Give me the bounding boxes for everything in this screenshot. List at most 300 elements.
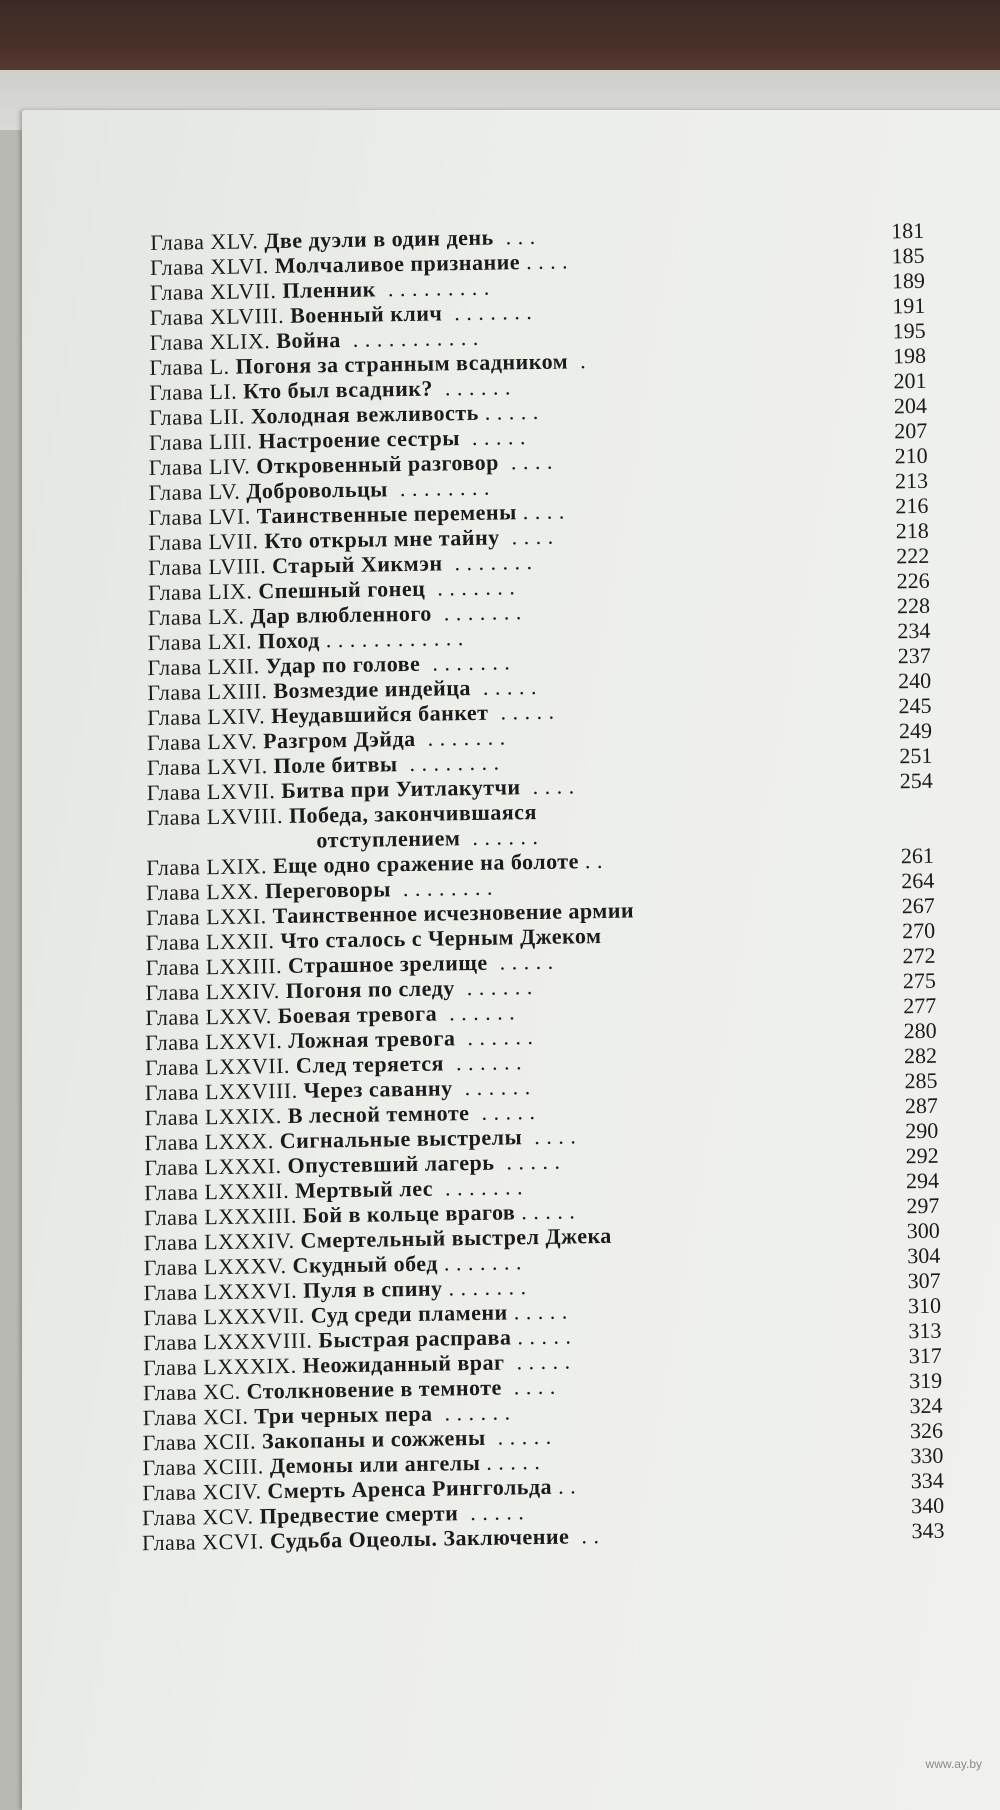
- chapter-title: Пленник: [282, 276, 376, 302]
- chapter-title: Что сталось с Черным Джеком: [280, 923, 602, 953]
- page-number: 319: [909, 1368, 942, 1394]
- leader-dots: . . . . .: [460, 424, 526, 450]
- chapter-title: Кто был всадник?: [243, 376, 433, 404]
- page-number: 251: [899, 743, 932, 769]
- chapter-word: Глава: [149, 379, 204, 405]
- chapter-number: LXIV: [207, 703, 259, 729]
- chapter-number: LXXIII: [206, 953, 277, 979]
- chapter-word: Глава: [148, 604, 203, 630]
- page-number: 261: [901, 843, 934, 869]
- chapter-number: LII: [209, 404, 239, 429]
- chapter-number: LXVI: [207, 753, 262, 779]
- chapter-number: LV: [209, 479, 235, 504]
- page-number: 228: [897, 593, 930, 619]
- leader-dots: . . . . .: [494, 1149, 560, 1175]
- toc-entry-label: Глава LII. Холодная вежливость . . . . .: [149, 399, 539, 430]
- toc-entry-label: Глава LXXXVI. Пуля в спину . . . . . . .: [143, 1274, 526, 1305]
- chapter-title: Откровенный разговор: [256, 450, 499, 479]
- chapter-word: Глава: [145, 979, 200, 1005]
- page-number: 218: [896, 518, 929, 544]
- chapter-title: Война: [276, 327, 341, 353]
- chapter-title: Молчаливое признание: [275, 249, 521, 278]
- chapter-title: отступлением: [316, 825, 460, 852]
- chapter-word: Глава: [143, 1279, 198, 1305]
- chapter-number: XLVI: [210, 253, 263, 279]
- chapter-word: Глава: [147, 729, 202, 755]
- chapter-title: Предвестие смерти: [259, 1500, 458, 1528]
- leader-dots: . . . . . . .: [415, 724, 505, 750]
- page-number: 275: [903, 968, 936, 994]
- chapter-number: XLIX: [210, 328, 265, 354]
- chapter-number: LXXII: [206, 928, 269, 954]
- toc-entry-label: Глава XCIII. Демоны или ангелы . . . . .: [142, 1449, 540, 1480]
- leader-dots: . . . . . .: [433, 374, 511, 400]
- chapter-title: Неожиданный враг: [302, 1350, 504, 1378]
- chapter-number: LXXXV: [204, 1253, 281, 1279]
- leader-dots: . . . . .: [504, 1349, 570, 1375]
- leader-dots: . . . . .: [480, 1449, 540, 1475]
- chapter-title: Опустевший лагерь: [287, 1150, 494, 1178]
- toc-entry-label: Глава LXX. Переговоры . . . . . . . .: [146, 875, 493, 905]
- chapter-word: Глава: [142, 1454, 197, 1480]
- chapter-number: XLVIII: [210, 303, 279, 329]
- chapter-title: Демоны или ангелы: [270, 1450, 481, 1478]
- chapter-word: Глава: [145, 954, 200, 980]
- leader-dots: . .: [579, 848, 603, 873]
- leader-dots: . . . . . . . . .: [376, 275, 490, 302]
- toc-entry-label: Глава LXV. Разгром Дэйда . . . . . . .: [147, 724, 506, 755]
- toc-entry-label: Глава LVI. Таинственные перемены . . . .: [148, 499, 565, 531]
- toc-entry-label: Глава XLV. Две дуэли в один день . . .: [150, 224, 536, 255]
- page-number: 340: [911, 1493, 944, 1519]
- chapter-word: Глава: [147, 704, 202, 730]
- chapter-number: LXXXI: [204, 1153, 275, 1179]
- leader-dots: . . . . . . .: [420, 649, 510, 675]
- chapter-word: Глава: [145, 1079, 200, 1105]
- toc-entry-label: Глава LXXXIX. Неожиданный враг . . . . .: [143, 1349, 571, 1381]
- chapter-title: Спешный гонец: [258, 576, 425, 604]
- chapter-number: LXIII: [207, 678, 261, 704]
- chapter-number: XCIII: [202, 1453, 257, 1479]
- chapter-word: Глава: [145, 1029, 200, 1055]
- page-number: 185: [891, 243, 924, 269]
- page-number: 240: [898, 668, 931, 694]
- chapter-title: Боевая тревога: [278, 1001, 438, 1029]
- page-number: 181: [891, 218, 924, 244]
- chapter-number: LXXVI: [205, 1028, 276, 1054]
- chapter-title: Битва при Уитлакутчи: [281, 774, 521, 803]
- chapter-word: Глава: [146, 904, 201, 930]
- chapter-title: Страшное зрелище: [288, 950, 488, 978]
- page-number: 343: [911, 1518, 944, 1544]
- toc-entry-label: Глава LVII. Кто открыл мне тайну . . . .: [148, 524, 554, 555]
- toc-entry-label: Глава LXXXI. Опустевший лагерь . . . . .: [144, 1149, 560, 1181]
- leader-dots: . . . . . .: [444, 1049, 522, 1075]
- chapter-number: XCVI: [202, 1528, 258, 1554]
- toc-entry-label: Глава LXVIII. Победа, закончившаяся: [146, 799, 537, 830]
- chapter-title: Закопаны и сожжены: [262, 1425, 486, 1454]
- leader-dots: . . . .: [520, 773, 574, 799]
- toc-entry-label: Глава LIX. Спешный гонец . . . . . . .: [148, 574, 516, 605]
- chapter-word: Глава: [147, 629, 202, 655]
- chapter-word: Глава: [143, 1304, 198, 1330]
- leader-dots: . . . . . .: [452, 1074, 530, 1100]
- chapter-word: Глава: [142, 1429, 197, 1455]
- leader-dots: . . . . . . .: [425, 574, 515, 600]
- chapter-number: XCI: [203, 1404, 243, 1430]
- page-number: 326: [910, 1418, 943, 1444]
- chapter-word: Глава: [150, 279, 205, 305]
- toc-entry-label: Глава LXXIV. Погоня по следу . . . . . .: [145, 974, 533, 1005]
- toc-entry-label: Глава LXXXVII. Суд среди пламени . . . . .: [143, 1299, 568, 1331]
- chapter-title: Настроение сестры: [258, 425, 460, 453]
- chapter-number: LXXXIV: [204, 1228, 289, 1254]
- watermark: www.ay.by: [926, 1757, 982, 1771]
- toc-entry-label: Глава XCI. Три черных пера . . . . . .: [143, 1399, 511, 1430]
- page-number: 300: [907, 1218, 940, 1244]
- chapter-word: Глава: [149, 329, 204, 355]
- chapter-word: Глава: [146, 929, 201, 955]
- chapter-word: Глава: [144, 1104, 199, 1130]
- chapter-number: LXXVIII: [205, 1078, 292, 1104]
- chapter-title: Суд среди пламени: [311, 1300, 508, 1328]
- chapter-word: Глава: [148, 504, 203, 530]
- toc-entry-label: Глава LXXI. Таинственное исчезновение армии: [146, 897, 635, 930]
- chapter-title: Погоня по следу: [286, 975, 455, 1003]
- chapter-number: LXXI: [206, 903, 261, 929]
- chapter-title: Пуля в спину: [303, 1276, 443, 1303]
- toc-entry-label: Глава LXIV. Неудавшийся банкет . . . . .: [147, 699, 555, 730]
- chapter-number: LXXIX: [205, 1103, 276, 1129]
- chapter-title: Поход: [258, 627, 320, 653]
- page-number: 207: [894, 418, 927, 444]
- chapter-word: Глава: [150, 229, 205, 255]
- chapter-title: Две дуэли в один день: [264, 225, 494, 254]
- chapter-number: XLV: [210, 228, 252, 254]
- page-number: 216: [895, 493, 928, 519]
- page-number: 285: [904, 1068, 937, 1094]
- chapter-number: LXI: [208, 629, 247, 655]
- leader-dots: . . . .: [502, 1374, 556, 1400]
- toc-entry-label: Глава LXI. Поход . . . . . . . . . . . .: [147, 625, 463, 655]
- chapter-number: L: [209, 354, 223, 379]
- chapter-title: Таинственные перемены: [257, 499, 517, 528]
- toc-entry-label: Глава XCII. Закопаны и сожжены . . . . .: [142, 1424, 551, 1455]
- leader-dots: . . . . . . . .: [388, 475, 490, 502]
- chapter-word: Глава: [147, 654, 202, 680]
- table-of-contents: [150, 218, 951, 1555]
- chapter-title: Удар по голове: [265, 651, 420, 678]
- chapter-title: Старый Хикмэн: [272, 550, 443, 578]
- chapter-word: Глава: [142, 1504, 197, 1530]
- chapter-word: Глава: [144, 1229, 199, 1255]
- chapter-title: Столкновение в темноте: [246, 1375, 502, 1404]
- chapter-number: LXII: [207, 653, 253, 679]
- chapter-word: Глава: [145, 1054, 200, 1080]
- chapter-number: XCV: [202, 1504, 248, 1530]
- page-number: 267: [902, 893, 935, 919]
- chapter-title: Смерть Аренса Ринггольда: [267, 1474, 552, 1503]
- leader-dots: . . . .: [520, 248, 568, 274]
- page-number: 191: [892, 293, 925, 319]
- leader-dots: . . . . .: [458, 1499, 524, 1525]
- toc-entry-label: Глава LX. Дар влюбленного . . . . . . .: [148, 599, 522, 630]
- leader-dots: . . . . . .: [455, 1024, 533, 1050]
- chapter-number: LXXXIII: [204, 1203, 291, 1229]
- page-number: 204: [894, 393, 927, 419]
- leader-dots: . . . . .: [515, 1198, 575, 1224]
- page-number: 330: [910, 1443, 943, 1469]
- toc-entry-label: Глава LIII. Настроение сестры . . . . .: [149, 424, 526, 455]
- toc-entry-label: Глава LXIII. Возмездие индейца . . . . .: [147, 674, 537, 705]
- chapter-word: Глава: [146, 854, 201, 880]
- page-number: 201: [893, 368, 926, 394]
- chapter-word: Глава: [148, 529, 203, 555]
- toc-entry-label: Глава LVIII. Старый Хикмэн . . . . . . .: [148, 549, 533, 580]
- leader-dots: . . . . . . .: [442, 299, 532, 325]
- leader-dots: .: [568, 348, 586, 373]
- chapter-word: Глава: [149, 429, 204, 455]
- leader-dots: . . . .: [522, 1123, 576, 1149]
- leader-dots: . . . .: [517, 499, 565, 525]
- chapter-word: Глава: [148, 579, 203, 605]
- page-number: 254: [900, 768, 933, 794]
- leader-dots: . . . . .: [479, 399, 539, 425]
- toc-entry-label: Глава XLVIII. Военный клич . . . . . . .: [150, 299, 533, 330]
- chapter-title: Судьба Оцеолы. Заключение: [270, 1524, 570, 1554]
- chapter-word: Глава: [144, 1154, 199, 1180]
- toc-entry-label: Глава XLVII. Пленник . . . . . . . . .: [150, 275, 490, 305]
- chapter-number: LIV: [209, 454, 245, 480]
- page-number: 234: [897, 618, 930, 644]
- page-number: 317: [909, 1343, 942, 1369]
- leader-dots: . . . . . .: [455, 974, 533, 1000]
- toc-entry-label: Глава LXXXIII. Бой в кольце врагов . . . . .: [144, 1198, 576, 1230]
- page-number: 287: [905, 1093, 938, 1119]
- chapter-title: Добровольцы: [246, 476, 388, 503]
- page-number: 272: [902, 943, 935, 969]
- leader-dots: . .: [569, 1523, 599, 1548]
- page-number: 304: [907, 1243, 940, 1269]
- chapter-title: Победа, закончившаяся: [289, 799, 537, 828]
- chapter-title: Через саванну: [303, 1075, 452, 1102]
- chapter-number: LX: [208, 604, 239, 629]
- page-number: 334: [911, 1468, 944, 1494]
- chapter-word: Глава: [149, 454, 204, 480]
- chapter-title: Мертвый лес: [295, 1176, 433, 1203]
- chapter-title: Бой в кольце врагов: [303, 1199, 516, 1227]
- chapter-number: LVIII: [208, 553, 260, 579]
- toc-entry-label: Глава LI. Кто был всадник? . . . . . .: [149, 374, 511, 405]
- chapter-number: LXXXVI: [204, 1278, 292, 1304]
- chapter-number: LXXXII: [204, 1178, 283, 1204]
- page-number: 277: [903, 993, 936, 1019]
- page-number: 198: [893, 343, 926, 369]
- leader-dots: . . . .: [499, 449, 553, 475]
- chapter-word: Глава: [146, 879, 201, 905]
- chapter-title: Дар влюбленного: [250, 601, 432, 629]
- leader-dots: . . . . . . . .: [391, 875, 493, 902]
- chapter-word: Глава: [147, 779, 202, 805]
- page-number: 195: [892, 318, 925, 344]
- chapter-word: Глава: [149, 404, 204, 430]
- chapter-number: LXXXVIII: [203, 1328, 306, 1355]
- leader-dots: . . . . . . .: [442, 549, 532, 575]
- chapter-word: Глава: [144, 1254, 199, 1280]
- leader-dots: . . . . . .: [432, 1399, 510, 1425]
- toc-entry-label: Глава XCIV. Смерть Аренса Ринггольда . .: [142, 1473, 576, 1505]
- toc-entry-label: Глава XLVI. Молчаливое признание . . . .: [150, 248, 568, 280]
- leader-dots: . . . . . . .: [438, 1249, 522, 1275]
- page-number: 294: [906, 1168, 939, 1194]
- leader-dots: . . . . . . .: [442, 1274, 526, 1300]
- page-number: 324: [909, 1393, 942, 1419]
- page-number: 210: [894, 443, 927, 469]
- page-number: 245: [898, 693, 931, 719]
- background-dark-top: [0, 0, 1000, 78]
- chapter-title: Ложная тревога: [288, 1025, 455, 1053]
- page-number: 297: [906, 1193, 939, 1219]
- toc-entry-label: Глава XC. Столкновение в темноте . . . .: [143, 1374, 556, 1405]
- page-number: 222: [896, 543, 929, 569]
- toc-entry-label: Глава XLIX. Война . . . . . . . . . . .: [149, 325, 479, 355]
- page-number: 313: [908, 1318, 941, 1344]
- chapter-title: Погоня за странным всадником: [235, 348, 568, 378]
- chapter-number: XCII: [203, 1429, 251, 1455]
- chapter-title: Разгром Дэйда: [263, 726, 416, 753]
- toc-entry-label: Глава LV. Добровольцы . . . . . . . .: [148, 475, 490, 505]
- page-number: 280: [903, 1018, 936, 1044]
- chapter-title: Еще одно сражение на болоте: [273, 848, 579, 878]
- chapter-title: Холодная вежливость: [251, 400, 479, 429]
- chapter-title: Сигнальные выстрелы: [280, 1124, 523, 1153]
- toc-entry-label: Глава LXII. Удар по голове . . . . . . .: [147, 649, 510, 680]
- chapter-word: Глава: [143, 1329, 198, 1355]
- chapter-number: LXXXVII: [203, 1303, 299, 1329]
- chapter-number: LXXXIX: [203, 1353, 291, 1379]
- page-number: 237: [898, 643, 931, 669]
- toc-entry-label: Глава L. Погоня за странным всадником .: [149, 348, 586, 380]
- chapter-number: LXXV: [205, 1003, 266, 1029]
- chapter-number: XC: [203, 1379, 235, 1404]
- leader-dots: . . . . .: [471, 674, 537, 700]
- leader-dots: . . . . .: [487, 949, 553, 975]
- page-number: 290: [905, 1118, 938, 1144]
- toc-entry-label: Глава LXXIII. Страшное зрелище . . . . .: [145, 949, 553, 980]
- chapter-number: LXXX: [205, 1128, 268, 1154]
- chapter-word: Глава: [148, 479, 203, 505]
- toc-entry-label: Глава LXVI. Поле битвы . . . . . . . .: [147, 750, 500, 781]
- chapter-number: LXV: [207, 728, 251, 754]
- toc-entry-label: Глава LXXII. Что сталось с Черным Джеком: [146, 923, 602, 955]
- chapter-word: Глава: [144, 1129, 199, 1155]
- toc-entry-label: Глава LXVII. Битва при Уитлакутчи . . . .: [147, 773, 575, 805]
- chapter-title: В лесной темноте: [288, 1100, 470, 1128]
- toc-entry-label: Глава LXIX. Еще одно сражение на болоте . .: [146, 848, 603, 880]
- chapter-title: Неудавшийся банкет: [271, 700, 489, 728]
- chapter-word: Глава: [142, 1529, 197, 1555]
- chapter-title: Скудный обед: [292, 1251, 438, 1278]
- chapter-word: Глава: [143, 1404, 198, 1430]
- page-number: 310: [908, 1293, 941, 1319]
- chapter-number: LI: [209, 379, 231, 404]
- chapter-word: Глава: [144, 1179, 199, 1205]
- chapter-word: Глава: [144, 1204, 199, 1230]
- chapter-number: LXIX: [206, 853, 261, 879]
- leader-dots: . . . .: [499, 524, 553, 550]
- page-number: 307: [907, 1268, 940, 1294]
- chapter-word: Глава: [149, 354, 204, 380]
- toc-entry-label: Глава XCVI. Судьба Оцеолы. Заключение . .: [142, 1523, 600, 1555]
- leader-dots: . . . . . . . .: [397, 750, 499, 777]
- leader-dots: . . . . .: [469, 1099, 535, 1125]
- toc-entry-label: Глава LXXVII. След теряется . . . . . .: [145, 1049, 522, 1080]
- chapter-title: Смертельный выстрел Джека: [300, 1223, 612, 1253]
- chapter-number: LXXIV: [205, 978, 273, 1004]
- leader-dots: . .: [552, 1473, 576, 1498]
- chapter-title: След теряется: [296, 1050, 444, 1077]
- chapter-number: LXXVII: [205, 1053, 284, 1079]
- chapter-word: Глава: [147, 754, 202, 780]
- chapter-number: LXVIII: [207, 803, 278, 829]
- toc-entry-label: Глава XCV. Предвестие смерти . . . . .: [142, 1499, 524, 1530]
- toc-entry-label: Глава LXXVIII. Через саванну . . . . . .: [145, 1074, 531, 1105]
- page-number: 213: [895, 468, 928, 494]
- chapter-title: Возмездие индейца: [273, 675, 471, 703]
- chapter-word: Глава: [146, 804, 201, 830]
- chapter-title: Три черных пера: [254, 1401, 433, 1429]
- leader-dots: . . . . .: [508, 1299, 568, 1325]
- chapter-title: Кто открыл мне тайну: [264, 525, 500, 554]
- chapter-number: LIII: [209, 429, 247, 455]
- toc-entry-label: Глава LIV. Откровенный разговор . . . .: [149, 449, 553, 480]
- page-number: 249: [899, 718, 932, 744]
- chapter-title: Поле битвы: [273, 751, 397, 778]
- leader-dots: . . . . .: [488, 699, 554, 725]
- page-number: 292: [905, 1143, 938, 1169]
- toc-entry-label: Глава LXXXVIII. Быстрая расправа . . . . .: [143, 1324, 571, 1356]
- toc-entry-label: Глава LXXV. Боевая тревога . . . . . .: [145, 999, 515, 1030]
- page-number: 264: [901, 868, 934, 894]
- page-number: 270: [902, 918, 935, 944]
- page-number: 282: [904, 1043, 937, 1069]
- leader-dots: . . . . .: [485, 1424, 551, 1450]
- page-number: 226: [896, 568, 929, 594]
- chapter-word: Глава: [143, 1379, 198, 1405]
- page-number: 189: [892, 268, 925, 294]
- chapter-title: Переговоры: [265, 876, 391, 903]
- toc-entry-label: Глава LXXXIV. Смертельный выстрел Джека: [144, 1223, 612, 1255]
- chapter-number: XLVII: [210, 278, 271, 304]
- chapter-number: LVI: [208, 504, 245, 530]
- leader-dots: . . . . . .: [460, 824, 538, 850]
- leader-dots: . . . . . . . . . . .: [341, 325, 479, 352]
- chapter-word: Глава: [145, 1004, 200, 1030]
- chapter-number: XCIV: [202, 1479, 255, 1505]
- chapter-word: Глава: [150, 254, 205, 280]
- leader-dots: . . . . . . . . . . . .: [320, 625, 464, 652]
- chapter-number: LXVII: [207, 778, 270, 804]
- chapter-number: LXX: [206, 878, 253, 904]
- toc-entry-label: Глава LXXVI. Ложная тревога . . . . . .: [145, 1024, 534, 1055]
- leader-dots: . . . . . .: [437, 999, 515, 1025]
- chapter-title: Быстрая расправа: [318, 1324, 511, 1352]
- toc-entry-label: [316, 824, 538, 852]
- chapter-word: Глава: [143, 1354, 198, 1380]
- toc-entry-label: Глава LXXIX. В лесной темноте . . . . .: [144, 1099, 535, 1130]
- chapter-word: Глава: [147, 679, 202, 705]
- leader-dots: . . .: [493, 224, 535, 250]
